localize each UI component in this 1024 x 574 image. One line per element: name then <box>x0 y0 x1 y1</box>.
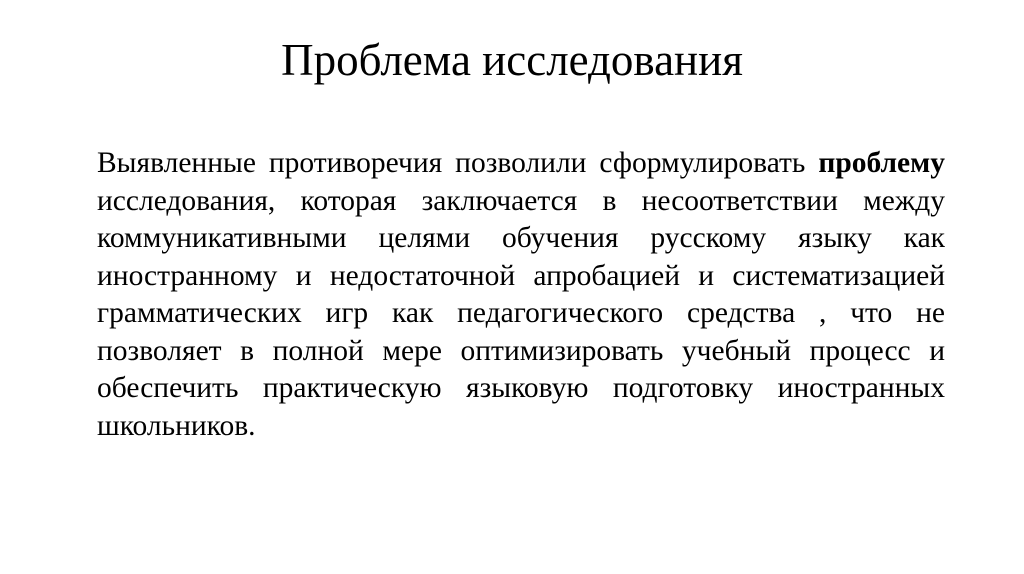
body-text-start: Выявленные противоречия позволили сформулировать <box>97 147 819 179</box>
slide-body-paragraph <box>97 145 945 445</box>
body-emphasis-problem: проблему <box>818 147 945 179</box>
slide-title: Проблема исследования <box>281 35 743 85</box>
body-text-end: исследования, которая заключается в несоответствии между коммуникативными целями обучения русскому языку как иностранному и недостаточной апробацией и систематизацией грамматических игр как педагогического средства , что не позволяет в полной мере оптимизировать учебный процесс и обеспечить практическую языковую подготовку иностранных школьников. <box>97 184 945 442</box>
